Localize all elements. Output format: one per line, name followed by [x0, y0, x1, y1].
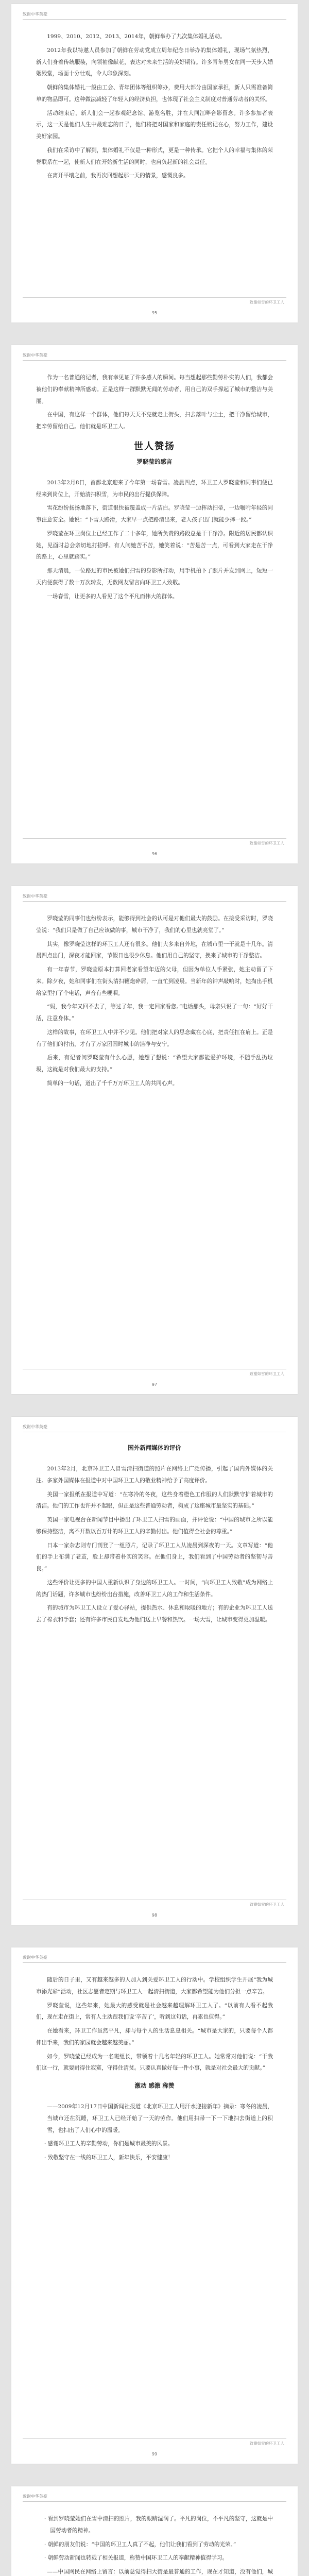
document-page	[11, 345, 298, 863]
footer-rule	[23, 838, 286, 839]
page-number: 98	[151, 1913, 158, 1918]
body-paragraph: 其实，像罗晓莹这样的环卫工人还有很多。他们大多来自外地，在城市里一干就是十几年。清晨四点出门，深夜才能回家，节假日也很少休息。他们用自己的坚守，换来了城市的干净整洁。	[36, 941, 273, 959]
running-header: 致谢中华英豪	[23, 353, 47, 358]
page-content	[11, 31, 298, 182]
page-content	[11, 1444, 298, 1626]
bullet-item: · 朝鲜劳动新闻也转载了相关报道，称赞中国环卫工人的奉献精神值得学习。	[44, 2555, 228, 2562]
section-heading: 国外新闻媒体的评价	[128, 1444, 181, 1451]
page-content	[11, 372, 298, 602]
body-paragraph: 一场春雪，让更多的人看见了这个平凡而伟大的群体。	[47, 593, 178, 600]
bullet-item: · 致敬坚守在一线的环卫工人，新年快乐，平安健康！	[44, 2155, 174, 2161]
body-paragraph: 我们在采访中了解到，集体婚礼不仅是一种形式，更是一种传承。它把个人的幸福与集体的荣誉联系在一起，使新人们在开始新生活的同时，也肩负起新的社会责任。	[36, 147, 273, 165]
body-paragraph: 作为一名普通的记者，我有幸见证了许多感人的瞬间。每当想起那些勤劳朴实的人们，我都会被他们的奉献精神所感动。正是这样一群默默无闻的劳动者，用自己的双手撑起了城市的整洁与美丽。	[36, 375, 273, 404]
header-rule	[23, 19, 286, 20]
running-header: 致谢中华英豪	[23, 1425, 47, 1429]
running-header: 致谢中华英豪	[23, 1955, 47, 1960]
body-paragraph: 2013年2月8日，首都北京迎来了今年第一场春雪。凌晨四点，环卫工人罗晓莹和同事们便已经来到岗位上，开始清扫积雪，为市民的出行提供保障。	[36, 479, 273, 498]
body-paragraph: 在中国，有这样一个群体，他们每天天不亮就走上街头，扫去落叶与尘土，把干净留给城市，把辛劳留给自己。他们就是环卫工人。	[36, 412, 273, 430]
page-number: 97	[151, 1382, 158, 1387]
footer-rule	[23, 2438, 286, 2439]
page-number: 99	[151, 2452, 158, 2456]
header-rule	[23, 901, 286, 902]
body-paragraph: 美国一家报纸在报道中写道：“在寒冷的冬夜，这些身着橙色工作服的人们默默守护着城市的清洁。他们的工作也许并不起眼，但正是这些普通劳动者，构成了这座城市最坚实的基础。”	[36, 1491, 273, 1510]
bullet-item: · 朝鲜的朋友们说：“中国的环卫工人真了不起，他们让我们看到了劳动的光荣。”	[44, 2541, 236, 2548]
header-rule	[23, 2501, 286, 2502]
body-paragraph: 活动结束后，新人们会一起参观纪念馆、游览名胜，并在大同江畔合影留念。许多参加者表示，这一天是他们人生中最难忘的日子，他们将把对国家和家庭的责任铭记在心，努力工作，建设美好家园。	[36, 110, 273, 140]
document-page	[11, 4, 298, 323]
body-paragraph: 后来，有记者问罗晓莹有什么心愿，她想了想说：“希望大家都能爱护环境，不随手乱扔垃圾，这就是对我们最大的支持。”	[36, 1055, 273, 1073]
body-paragraph: 日本一家杂志则专门刊登了一组照片，记录了环卫工人从凌晨到深夜的一天。文章写道：“他们的手上布满了老茧，脸上却带着朴实的笑容。在他们身上，我们看到了中国劳动者的坚韧与善良。”	[36, 1542, 273, 1572]
header-rule	[23, 360, 286, 361]
section-subtitle: 罗晓莹的感言	[136, 457, 173, 465]
page-content	[11, 2513, 298, 2576]
body-paragraph: 罗晓莹的同事们也纷纷表示，能够得到社会的认可是对他们最大的鼓励。在接受采访时，罗晓莹说：“我们只是做了自己应该做的事，城市干净了，我们的心里也就亮堂了。”	[36, 916, 273, 934]
body-paragraph: 简单的一句话，道出了千千万万环卫工人的共同心声。	[47, 1080, 178, 1087]
running-footer: 致谢如雪的环卫工人	[249, 1902, 284, 1907]
body-paragraph: 2013年2月，北京环卫工人冒雪清扫街道的照片在网络上广泛传播，引起了国内外媒体的关注。多家外国媒体在报道中对中国环卫工人的敬业精神给予了高度评价。	[36, 1466, 273, 1484]
section-title: 世人赞扬	[134, 440, 175, 452]
body-paragraph: 有的城市为环卫工人设立了爱心驿站，提供热水、休息和取暖的地方；有的企业为环卫工人送去了棉衣和手套；还有许多市民自发地为他们送上早餐和热饮。一场大雪，让城市变得更加温暖。	[36, 1605, 273, 1623]
body-paragraph: 罗晓莹说，这些年来，她最大的感受就是社会越来越理解环卫工人了。“以前有人看不起我们，现在走在街上，常有人主动跟我们说‘辛苦了’，听到这句话，再累也值得。”	[36, 2002, 273, 2021]
document-page	[11, 1417, 298, 1925]
page-content	[11, 1974, 298, 2164]
body-paragraph: 1999、2010、2012、2013、2014年，朝鲜举办了九次集体婚礼活动。	[47, 33, 226, 40]
running-header: 致谢中华英豪	[23, 12, 47, 16]
page-number: 95	[151, 311, 158, 315]
body-paragraph: 雪花纷纷扬扬地落下，街道很快被覆盖成一片洁白。罗晓莹一边挥动扫帚，一边嘱咐年轻的同事注意安全。她说：“下雪天路滑，大家早一点把路清出来，老人孩子出门就能少摔一跤。”	[36, 505, 273, 523]
document-page	[11, 2486, 298, 2576]
bullet-item: · 看到罗晓莹她们在雪中清扫的照片，我的眼睛湿润了。平凡的岗位，不平凡的坚守，这就是中国劳动者的精神。	[44, 2516, 273, 2534]
body-paragraph: 这样的故事，在环卫工人中并不少见。他们把对家人的思念藏在心底，把责任扛在肩上。正是有了他们的付出，才有了万家团圆时城市的洁净与安宁。	[36, 1029, 273, 1047]
running-footer: 致谢如雪的环卫工人	[249, 2441, 284, 2446]
section-heading: 激动 感激 称赞	[134, 2082, 175, 2090]
body-paragraph: 在她看来，环卫工作虽然平凡，却与每个人的生活息息相关。“城市是大家的，只要每个人都伸出手来，我们的家园就会越来越美丽。”	[36, 2028, 273, 2046]
body-paragraph: 如今，罗晓莹已经成为一名班组长，带领着十几名年轻的环卫工人。她常常对他们说：“干我们这一行，就要耐得住寂寞，守得住清贫。只要认真做好每一件小事，就是对社会最大的贡献。”	[36, 2053, 273, 2072]
running-footer: 致谢如雪的环卫工人	[249, 1371, 284, 1376]
quoted-passage: ——2009年12月17日中国新闻社报道《北京环卫工人用汗水迎接新年》摘录：寒冬的凌晨，当城市还在沉睡，环卫工人已经开始了一天的劳作。他们用扫帚一下一下地扫去街道上的积雪，也扫出了人们心中的温暖。	[47, 2104, 273, 2133]
body-paragraph: 英国一家电视台在新闻节目中播出了环卫工人扫雪的画面，并评论说：“中国的城市之所以能够保持整洁，离不开数以百万计的环卫工人的辛勤付出。他们值得全社会的尊重。”	[36, 1517, 273, 1535]
body-paragraph: 2012年我以特邀人员参加了朝鲜在劳动党成立周年纪念日举办的集体婚礼，现场气氛热烈，新人们身着传统服装，向领袖像献花，表达对未来生活的美好期待。许多青年男女在同一天步入婚姻殿堂，场面十分壮观，令人印象深刻。	[36, 47, 273, 77]
quoted-passage: ——中国网民在网络上留言：以前总觉得扫大街是最普通的工作，现在才知道，没有他们，城	[47, 2569, 273, 2575]
running-footer: 致谢如雪的环卫工人	[249, 300, 284, 304]
running-footer: 致谢如雪的环卫工人	[249, 841, 284, 845]
body-paragraph: 有一年春节，罗晓莹原本打算回老家看望年迈的父母，但因为单位人手紧张，她主动留了下来。除夕夜，她和同事们在街头清扫鞭炮碎屑，一直忙到凌晨。当新年的钟声敲响时，她掏出手机给家里打了个电话，声音有些哽咽。	[36, 967, 273, 996]
running-header: 致谢中华英豪	[23, 894, 47, 899]
document-page	[11, 886, 298, 1394]
footer-rule	[23, 297, 286, 298]
running-header: 致谢中华英豪	[23, 2494, 47, 2499]
page-content	[11, 913, 298, 1090]
body-paragraph: 罗晓莹在环卫岗位上已经工作了二十多年，她所负责的路段总是干干净净。附近的居民都认识她，见面时总会亲切地打招呼。有人问她苦不苦，她笑着说：“苦是苦一点，可看到大家走在干净的路上，心里就踏实。”	[36, 530, 273, 561]
body-paragraph: 在离开平壤之前，我再次回想起那一天的情景，感慨良多。	[47, 173, 189, 179]
body-paragraph: 随后的日子里，又有越来越多的人加入到关爱环卫工人的行动中。学校组织学生开展“我为城市添光彩”活动，社区志愿者定期与环卫工人一起清扫街道，大家都希望能为他们分担一点辛苦。	[36, 1977, 273, 1995]
page-number: 96	[151, 852, 158, 856]
body-paragraph: “妈，我今年又回不去了，等过了年，我一定回家看您。”电话那头，母亲只说了一句：“好好干活，注意身体。”	[36, 1004, 273, 1022]
bullet-item: · 感谢环卫工人的辛勤劳动，你们是城市最美的风景。	[44, 2141, 174, 2147]
document-page	[11, 1947, 298, 2464]
body-paragraph: 这些评价让更多的中国人重新认识了身边的环卫工人。一时间，“向环卫工人致敬”成为网络上的热门话题，许多城市也纷纷出台措施，改善环卫工人的工作和生活条件。	[36, 1579, 273, 1598]
body-paragraph: 那天清晨，一位路过的市民被她们扫雪的身影所打动，用手机拍下了照片并发到网上，短短一天内便获得了数十万次转发，无数网友留言向环卫工人致敬。	[36, 568, 273, 586]
header-rule	[23, 1962, 286, 1963]
body-paragraph: 朝鲜的集体婚礼一般由工会、青年团体等组织筹办，费用大部分由国家承担，新人只需准备简单的物品即可。这种做法减轻了年轻人的经济负担，也体现了社会主义制度对普通劳动者的关怀。	[36, 84, 273, 103]
